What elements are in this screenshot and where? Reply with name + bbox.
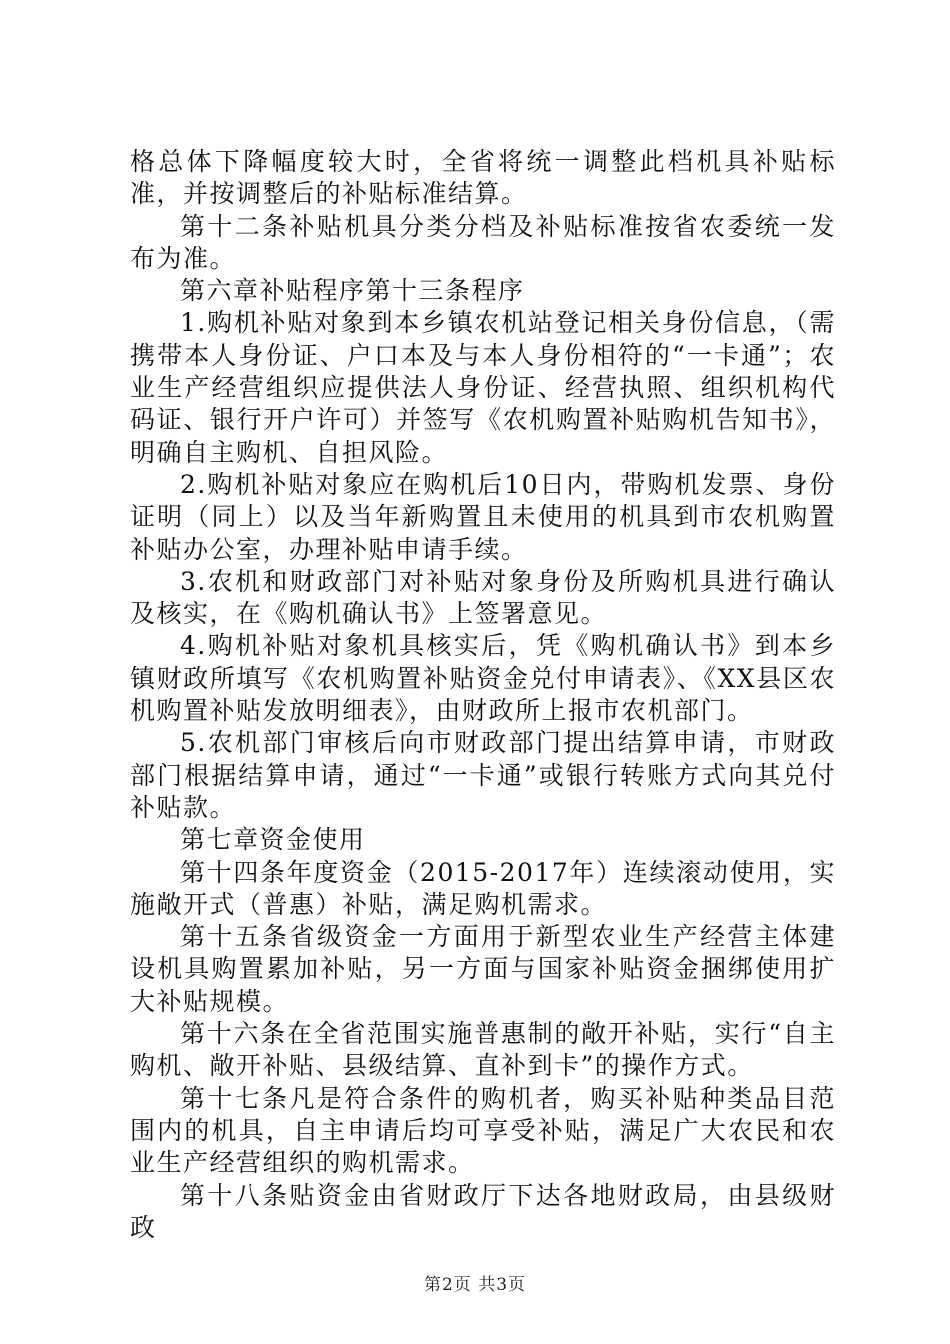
paragraph: 格总体下降幅度较大时，全省将统一调整此档机具补贴标准，并按调整后的补贴标准结算。 — [130, 147, 836, 209]
document-body — [130, 146, 836, 1244]
chapter-heading: 第七章资金使用 — [180, 825, 366, 855]
paragraph: 3.农机和财政部门对补贴对象身份及所购机具进行确认及核实，在《购机确认书》上签署意见。 — [130, 566, 836, 629]
paragraph: 第十二条补贴机具分类分档及补贴标准按省农委统一发布为准。 — [130, 211, 836, 273]
paragraph: 第十六条在全省范围实施普惠制的敞开补贴，实行“自主购机、敞开补贴、县级结算、直补到卡”的操作方式。 — [130, 1019, 836, 1081]
paragraph: 1.购机补贴对象到本乡镇农机站登记相关身份信息，（需携带本人身份证、户口本及与本人身份相符的“一卡通”；农业生产经营组织应提供法人身份证、经营执照、组织机构代码证、银行开户许可）并签写《农机购置补贴购机告知书》，明确自主购机、自担风险。 — [130, 308, 836, 467]
paragraph: 5.农机部门审核后向市财政部门提出结算申请，市财政部门根据结算申请，通过“一卡通”或银行转账方式向其兑付补贴款。 — [130, 728, 836, 822]
paragraph: 第十五条省级资金一方面用于新型农业生产经营主体建设机具购置累加补贴，另一方面与国家补贴资金捆绑使用扩大补贴规模。 — [130, 922, 836, 1016]
chapter-heading: 第六章补贴程序第十三条程序 — [180, 276, 525, 306]
paragraph: 2.购机补贴对象应在购机后10日内，带购机发票、身份证明（同上）以及当年新购置且未使用的机具到市农机购置补贴办公室，办理补贴申请手续。 — [130, 469, 836, 564]
page-footer: 第2页 共3页 — [423, 1275, 527, 1295]
paragraph: 4.购机补贴对象机具核实后，凭《购机确认书》到本乡镇财政所填写《农机购置补贴资金兑付申请表》、《XX县区农机购置补贴发放明细表》，由财政所上报市农机部门。 — [130, 631, 836, 726]
paragraph: 第十四条年度资金（2015-2017年）连续滚动使用，实施敞开式（普惠）补贴，满足购机需求。 — [130, 857, 836, 919]
paragraph: 第十七条凡是符合条件的购机者，购买补贴种类品目范围内的机具，自主申请后均可享受补贴，满足广大农民和农业生产经营组织的购机需求。 — [130, 1083, 836, 1178]
paragraph: 第十八条贴资金由省财政厅下达各地财政局，由县级财政 — [130, 1180, 836, 1242]
